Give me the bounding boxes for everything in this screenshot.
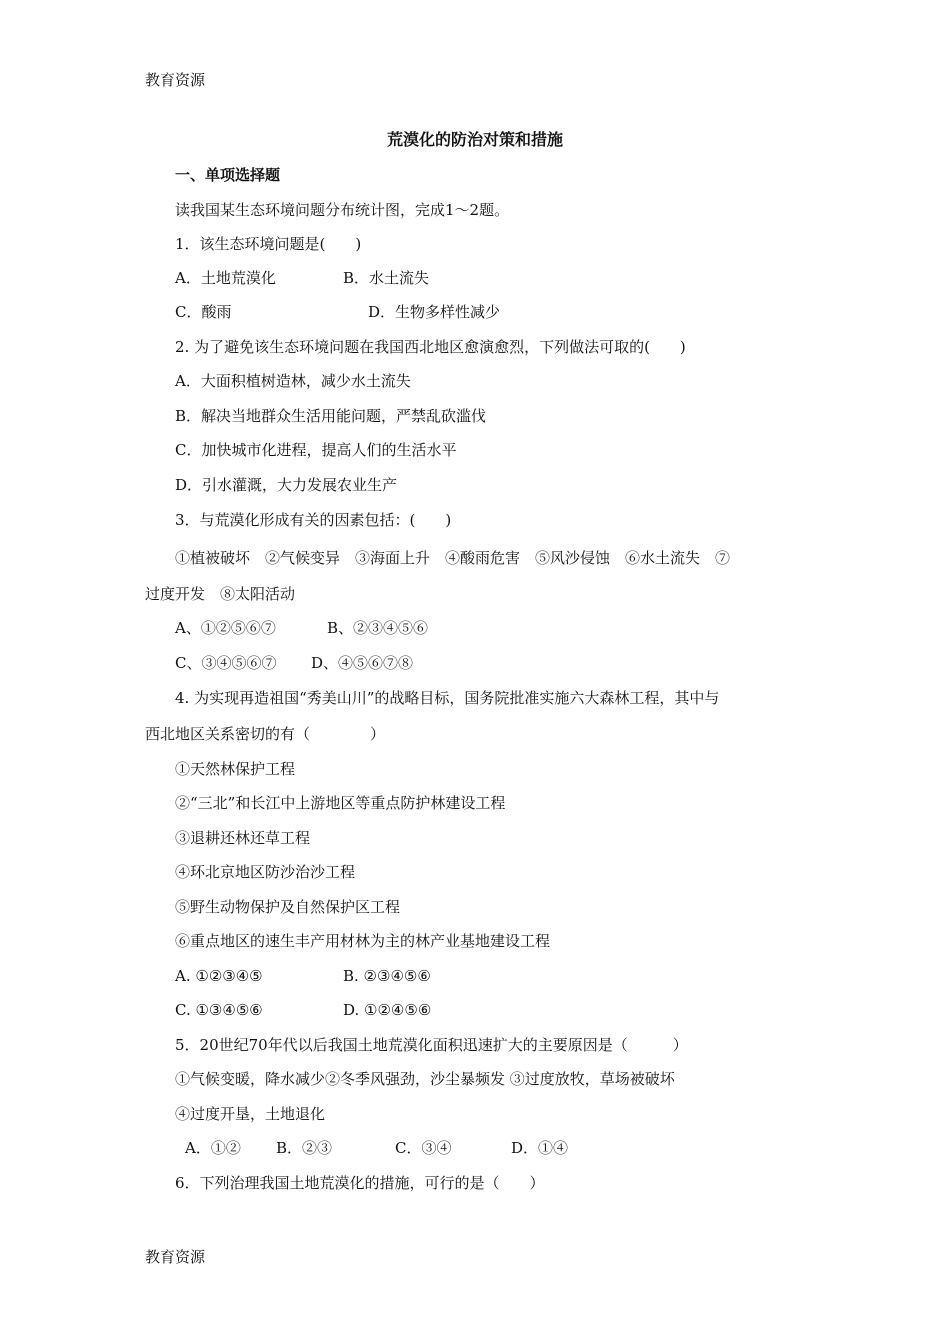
q4-option-d: D. ①②④⑤⑥ xyxy=(343,1001,432,1019)
q4-option-b: B. ②③④⑤⑥ xyxy=(343,967,431,985)
intro-text: 读我国某生态环境问题分布统计图，完成1～2题。 xyxy=(175,201,510,219)
q1-option-b: B．水土流失 xyxy=(343,269,430,287)
q5-items-line2: ④过度开垦，土地退化 xyxy=(175,1105,326,1123)
q3-stem: 3．与荒漠化形成有关的因素包括：( ) xyxy=(175,511,452,529)
q1-option-c: C．酸雨 xyxy=(175,303,232,321)
q4-option-c: C. ①③④⑤⑥ xyxy=(175,1001,263,1019)
q1-stem: 1．该生态环境问题是( ) xyxy=(175,235,362,253)
q3-option-b: B、②③④⑤⑥ xyxy=(327,619,429,637)
q2-option-d: D．引水灌溉，大力发展农业生产 xyxy=(175,476,398,494)
q5-option-a: A．①② xyxy=(185,1139,241,1157)
q3-option-a: A、①②⑤⑥⑦ xyxy=(175,619,276,637)
document-title: 荒漠化的防治对策和措施 xyxy=(386,130,563,149)
q1-option-d: D．生物多样性减少 xyxy=(368,303,501,321)
q4-stem-line1: 4. 为实现再造祖国“秀美山川”的战略目标，国务院批准实施六大森林工程，其中与 xyxy=(175,689,720,707)
page-footer: 教育资源 xyxy=(145,1248,206,1266)
q4-stem-line2: 西北地区关系密切的有（ ） xyxy=(145,725,386,743)
q3-factors-line1: ①植被破坏 ②气候变异 ③海面上升 ④酸雨危害 ⑤风沙侵蚀 ⑥水土流失 ⑦ xyxy=(175,549,731,567)
q5-items-line1: ①气候变暖，降水减少②冬季风强劲，沙尘暴频发 ③过度放牧，草场被破坏 xyxy=(175,1070,675,1088)
q2-stem: 2. 为了避免该生态环境问题在我国西北地区愈演愈烈，下列做法可取的( ) xyxy=(175,338,686,356)
q4-item-3: ③退耕还林还草工程 xyxy=(175,829,311,847)
q5-stem: 5．20世纪70年代以后我国土地荒漠化面积迅速扩大的主要原因是（ ） xyxy=(175,1036,688,1054)
q5-option-d: D．①④ xyxy=(511,1139,569,1157)
q5-option-c: C．③④ xyxy=(395,1139,452,1157)
q4-option-a: A. ①②③④⑤ xyxy=(175,967,263,985)
q4-item-2: ②“三北”和长江中上游地区等重点防护林建设工程 xyxy=(175,794,506,812)
q2-option-c: C．加快城市化进程，提高人们的生活水平 xyxy=(175,441,457,459)
q2-option-a: A．大面积植树造林，减少水土流失 xyxy=(175,372,411,390)
q4-item-1: ①天然林保护工程 xyxy=(175,760,296,778)
q3-option-c: C、③④⑤⑥⑦ xyxy=(175,654,277,672)
q4-item-6: ⑥重点地区的速生丰产用材林为主的林产业基地建设工程 xyxy=(175,932,551,950)
q1-option-a: A．土地荒漠化 xyxy=(175,269,276,287)
q4-item-5: ⑤野生动物保护及自然保护区工程 xyxy=(175,898,401,916)
q2-option-b: B．解决当地群众生活用能问题，严禁乱砍滥伐 xyxy=(175,407,487,425)
q6-stem: 6．下列治理我国土地荒漠化的措施，可行的是（ ） xyxy=(175,1174,545,1192)
q3-factors-line2: 过度开发 ⑧太阳活动 xyxy=(145,585,296,603)
section-heading: 一、单项选择题 xyxy=(175,166,281,184)
q4-item-4: ④环北京地区防沙治沙工程 xyxy=(175,863,356,881)
page-header: 教育资源 xyxy=(145,71,206,89)
q5-option-b: B．②③ xyxy=(276,1139,333,1157)
q3-option-d: D、④⑤⑥⑦⑧ xyxy=(311,654,414,672)
